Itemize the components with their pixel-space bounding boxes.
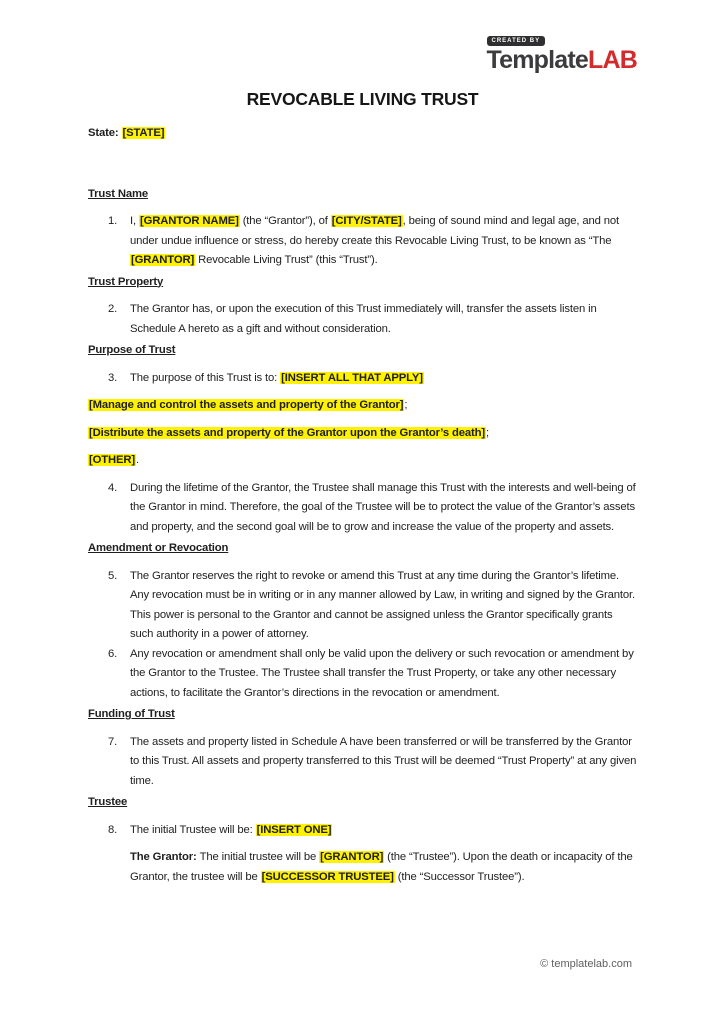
numbered-item bbox=[88, 212, 637, 271]
text-run: During the lifetime of the Grantor, the Trustee shall manage this Trust with the interests and well-being of the Grantor in mind. Therefore, the goal of the Trustee will be to protect the value of the Grantor’s assets and property, and the second goal will be to grow and increase the value of the property and assets. bbox=[130, 481, 636, 533]
numbered-item bbox=[88, 300, 637, 339]
section-heading: Trust Name bbox=[88, 187, 149, 200]
item-text bbox=[130, 369, 637, 389]
text-run: ; bbox=[485, 426, 489, 439]
item-text bbox=[130, 212, 637, 271]
section-heading: Amendment or Revocation bbox=[88, 542, 229, 554]
highlighted-placeholder: [INSERT ALL THAT APPLY] bbox=[281, 371, 423, 384]
text-run: I, bbox=[130, 215, 139, 227]
document-flow bbox=[88, 185, 637, 888]
text-run: , being of sound mind and legal age, and not under undue influence or stress, do hereby create this Revocable Living Trust, to be known as “The bbox=[130, 215, 620, 247]
section-heading: Trust Property bbox=[88, 275, 164, 288]
item-number: 7. bbox=[108, 735, 118, 748]
text-run: (the “Successor Trustee”). bbox=[394, 870, 525, 883]
section-heading: Funding of Trust bbox=[88, 708, 175, 720]
section-heading: Trustee bbox=[88, 796, 128, 808]
text-run: (the “Trustee”). Upon the death or incapacity of the Grantor, the trustee will be bbox=[130, 851, 633, 883]
text-run: The initial Trustee will be: bbox=[130, 823, 256, 836]
option-line bbox=[88, 396, 637, 416]
templatelab-logo bbox=[487, 36, 637, 74]
text-run: The Grantor reserves the right to revoke or amend this Trust at any time during the Grantor’s lifetime. Any revocation must be in writing or in any manner allowed by Law, in writing and signed by the Grantor. This power is personal to the Grantor and cannot be assigned unless the Grantor specifically grants such authority in a power of attorney. bbox=[130, 569, 635, 640]
highlighted-placeholder: [CITY/STATE] bbox=[331, 215, 402, 227]
item-number: 8. bbox=[108, 823, 118, 836]
numbered-item bbox=[88, 645, 637, 704]
item-number: 1. bbox=[108, 215, 118, 227]
text-run: Any revocation or amendment shall only be valid upon the delivery or such revocation or amendment by the Grantor to the Trustee. The Trustee shall transfer the Trust Property, or take any other necessary actions, to facilitate the Grantor’s directions in the revocation or amendment. bbox=[130, 647, 634, 699]
wordmark-lab: LAB bbox=[588, 46, 637, 74]
highlighted-placeholder: [GRANTOR NAME] bbox=[139, 215, 239, 227]
trustee-option-paragraph bbox=[130, 848, 637, 887]
text-run: . bbox=[136, 454, 140, 466]
highlighted-placeholder: [INSERT ONE] bbox=[256, 823, 332, 836]
text-run: The purpose of this Trust is to: bbox=[130, 371, 281, 384]
footer-copyright: © templatelab.com bbox=[540, 958, 632, 970]
templatelab-wordmark bbox=[487, 47, 637, 74]
numbered-item bbox=[88, 821, 637, 841]
text-run: The initial trustee will be bbox=[199, 851, 320, 863]
highlighted-placeholder: [OTHER] bbox=[89, 454, 136, 466]
option-line bbox=[88, 451, 637, 471]
numbered-item bbox=[88, 567, 637, 645]
section-heading: Purpose of Trust bbox=[88, 344, 176, 356]
item-number: 2. bbox=[108, 303, 118, 315]
text-run: ; bbox=[404, 399, 408, 411]
wordmark-template: Template bbox=[486, 46, 589, 74]
state-placeholder: [STATE] bbox=[122, 127, 165, 139]
item-text bbox=[130, 645, 637, 704]
state-line bbox=[88, 124, 637, 144]
item-text bbox=[130, 479, 637, 538]
item-text bbox=[130, 567, 637, 645]
numbered-item bbox=[88, 369, 637, 389]
text-run: Revocable Living Trust” (this “Trust”). bbox=[195, 254, 378, 266]
highlighted-placeholder: [SUCCESSOR TRUSTEE] bbox=[261, 870, 394, 883]
numbered-item bbox=[88, 479, 637, 538]
highlighted-placeholder: [GRANTOR] bbox=[320, 851, 384, 863]
item-number: 3. bbox=[108, 371, 118, 384]
item-number: 6. bbox=[108, 647, 118, 660]
text-run: The Grantor has, or upon the execution of this Trust immediately will, transfer the assets listen in Schedule A hereto as a gift and without consideration. bbox=[130, 303, 597, 335]
item-number: 5. bbox=[108, 569, 118, 582]
numbered-item bbox=[88, 733, 637, 792]
created-by-badge: CREATED BY bbox=[487, 36, 546, 46]
highlighted-placeholder: [Distribute the assets and property of the Grantor upon the Grantor’s death] bbox=[89, 426, 485, 439]
option-line bbox=[88, 424, 637, 444]
state-label: State: bbox=[88, 127, 119, 139]
document-title: REVOCABLE LIVING TRUST bbox=[246, 89, 479, 109]
item-number: 4. bbox=[108, 481, 118, 494]
item-text bbox=[130, 821, 637, 841]
item-text bbox=[130, 300, 637, 339]
text-run: The Grantor: bbox=[130, 851, 200, 863]
highlighted-placeholder: [GRANTOR] bbox=[131, 254, 195, 266]
item-text bbox=[130, 733, 637, 792]
text-run: The assets and property listed in Schedule A have been transferred or will be transferred by the Grantor to this Trust. All assets and property transferred to this Trust will be deemed “Trust Property” at any given time. bbox=[130, 735, 637, 787]
text-run: (the “Grantor”), of bbox=[239, 215, 331, 227]
highlighted-placeholder: [Manage and control the assets and property of the Grantor] bbox=[89, 399, 404, 411]
